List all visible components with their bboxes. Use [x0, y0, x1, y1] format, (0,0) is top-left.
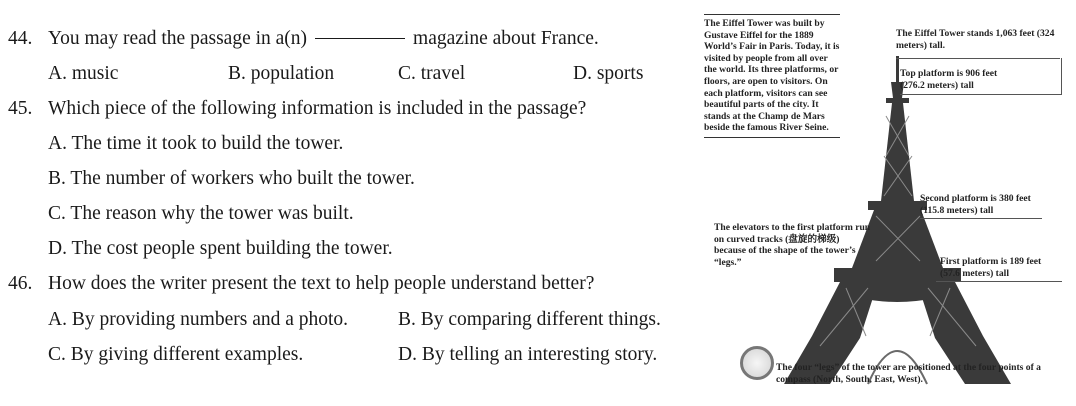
question-number: 44.: [8, 28, 33, 49]
option-45-b: B. The number of workers who built the tower.: [48, 168, 415, 189]
legs-note: The four “legs” of the tower are positioned at the four points of a compass (North, South, East, West).: [776, 362, 1041, 385]
question-45: [8, 97, 586, 121]
intro-text: The Eiffel Tower was built by Gustave Eiffel for the 1889 World’s Fair in Paris. Today, it is visited by people from all over the world. Its three platforms, or floors, are open to visitors. On each platform, visitors can see beautiful parts of the city. It stands at the Champ de Mars beside the famous River Seine.: [704, 14, 840, 138]
option-44-a: A. music: [48, 63, 119, 84]
option-46-b: B. By comparing different things.: [398, 309, 661, 330]
question-number: 45.: [8, 98, 33, 119]
question-stem: Which piece of the following information is included in the passage?: [48, 98, 587, 119]
question-stem: You may read the passage in a(n): [48, 28, 308, 49]
option-45-c: C. The reason why the tower was built.: [48, 203, 354, 224]
option-46-d: D. By telling an interesting story.: [398, 344, 658, 365]
first-platform-label: First platform is 189 feet (57.6 meters) tall: [940, 256, 1042, 279]
option-46-c: C. By giving different examples.: [48, 344, 304, 365]
question-46: [8, 272, 594, 296]
option-45-d: D. The cost people spent building the tower.: [48, 238, 393, 259]
option-45-a: A. The time it took to build the tower.: [48, 133, 344, 154]
first-platform-line: [936, 281, 1062, 282]
top-platform-label: Top platform is 906 feet (276.2 meters) tall: [900, 68, 998, 91]
option-44-b: B. population: [228, 63, 335, 84]
top-platform-line: [900, 94, 1062, 95]
question-number: 46.: [8, 273, 33, 294]
second-platform-line: [920, 218, 1042, 219]
elevators-note: The elevators to the first platform run on curved tracks (盘旋的梯级) because of the shape of the tower’s “legs.”: [714, 222, 871, 268]
answer-blank: [315, 38, 405, 39]
top-platform-bracket: [1061, 58, 1062, 94]
option-44-d: D. sports: [573, 63, 644, 84]
option-46-a: A. By providing numbers and a photo.: [48, 309, 349, 330]
option-44-c: C. travel: [398, 63, 466, 84]
eiffel-tower-infographic: [700, 6, 1070, 402]
question-stem-end: magazine about France.: [413, 28, 599, 49]
compass-icon: [740, 346, 774, 380]
second-platform-label: Second platform is 380 feet (115.8 meters) tall: [920, 193, 1031, 216]
question-stem: How does the writer present the text to help people understand better?: [48, 273, 595, 294]
total-height-label: The Eiffel Tower stands 1,063 feet (324 meters) tall.: [896, 28, 1055, 51]
total-height-line: [896, 58, 1060, 59]
question-44: [8, 27, 599, 51]
